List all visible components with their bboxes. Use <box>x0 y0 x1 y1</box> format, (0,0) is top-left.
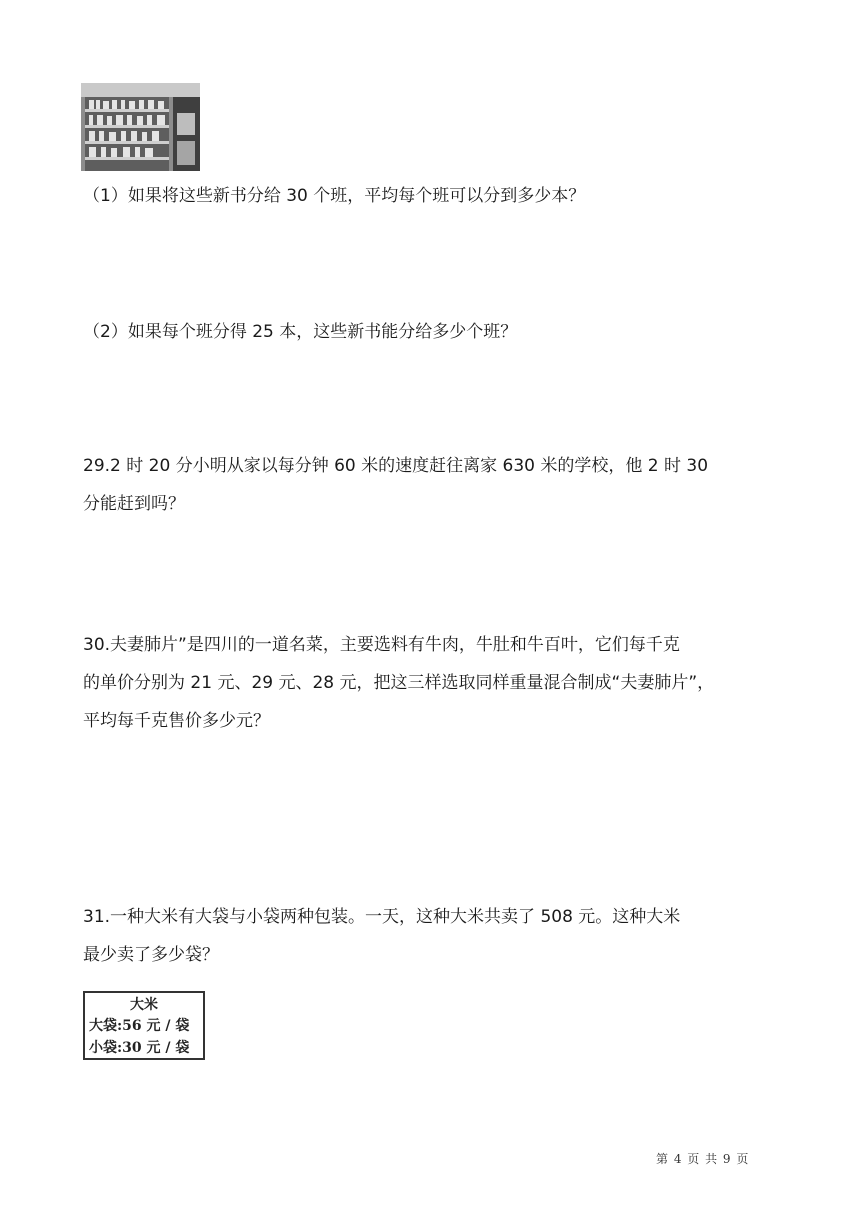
question-29-line-2: 分能赶到吗？ <box>83 494 185 514</box>
question-30-line-1: 30.夫妻肺片”是四川的一道名菜，主要选料有牛肉，牛肚和牛百叶，它们每千克 <box>83 635 680 655</box>
page-number-text: 第 4 页 共 9 页 <box>656 1152 749 1166</box>
bookshelf-icon <box>81 83 200 171</box>
question-sub-1 <box>83 177 585 215</box>
rice-sign-large-bag: 大袋:56 元 / 袋 <box>89 1018 190 1034</box>
question-30-line-2: 的单价分别为 21 元、29 元、28 元，把这三样选取同样重量混合制成“夫妻肺片”， <box>83 673 715 693</box>
question-sub-2 <box>83 313 517 351</box>
question-30-line-3: 平均每千克售价多少元？ <box>83 711 270 731</box>
rice-sign-small-bag: 小袋:30 元 / 袋 <box>89 1040 190 1056</box>
bookshelf-photo <box>81 83 200 171</box>
question-sub-2-text: （2）如果每个班分得 25 本，这些新书能分给多少个班？ <box>83 322 518 342</box>
rice-sign-title: 大米 <box>130 997 158 1013</box>
question-31-line-1: 31.一种大米有大袋与小袋两种包装。一天，这种大米共卖了 508 元。这种大米 <box>83 907 681 927</box>
question-31-line-2: 最少卖了多少袋？ <box>83 945 219 965</box>
question-sub-1-text: （1）如果将这些新书分给 30 个班，平均每个班可以分到多少本？ <box>83 186 586 206</box>
question-31 <box>83 898 680 974</box>
question-29-line-1: 29.2 时 20 分小明从家以每分钟 60 米的速度赶往离家 630 米的学校，他 2 时 30 <box>83 456 709 476</box>
page-footer <box>656 1150 752 1167</box>
question-30 <box>83 626 714 740</box>
question-29 <box>83 447 708 523</box>
rice-price-sign <box>83 991 205 1060</box>
